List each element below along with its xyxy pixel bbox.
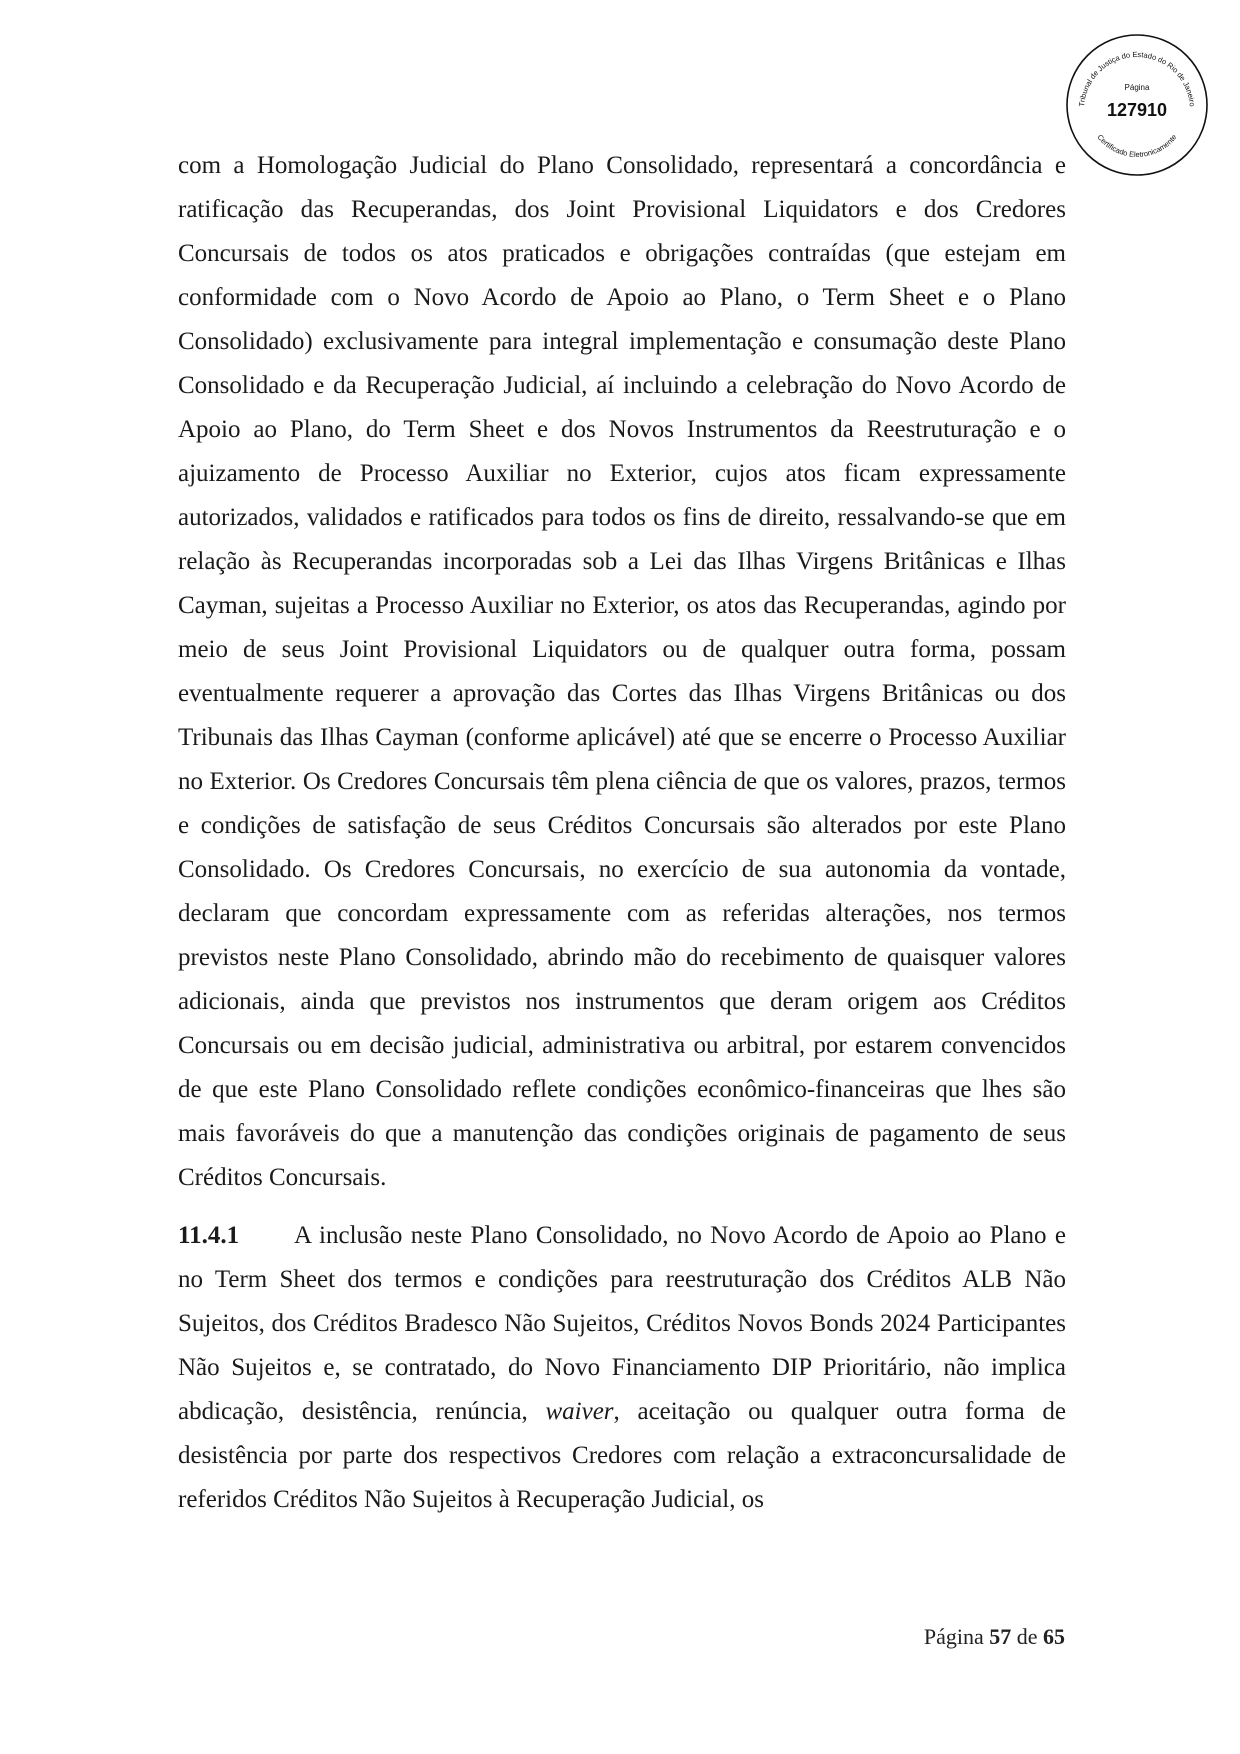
footer-current-page: 57 — [989, 1624, 1012, 1649]
clause-number: 11.4.1 — [178, 1222, 240, 1249]
stamp-page-label: Página — [1124, 83, 1150, 92]
stamp-arc-bottom-text: Certificado Eletronicamente — [1095, 132, 1179, 159]
stamp-arc-top-text: Tribunal de Justiça do Estado do Rio de Janeiro — [1077, 49, 1197, 107]
clause-11-4-1-paragraph — [178, 1214, 1066, 1522]
clause-text-part-1: A inclusão neste Plano Consolidado, no Novo Acordo de Apoio ao Plano e no Term Sheet dos termos e condições para reestruturação dos Créditos ALB Não Sujeitos, dos Créditos Bradesco Não Sujeitos, Créditos Novos Bonds 2024 Participantes Não Sujeitos e, se contratado, do Novo Financiamento DIP Prioritário, não implica abdicação, desistência, renúncia, — [178, 1222, 1066, 1425]
page-footer — [924, 1624, 1065, 1650]
stamp-page-number: 127910 — [1106, 100, 1168, 120]
footer-separator: de — [1016, 1624, 1038, 1649]
document-body — [178, 144, 1066, 1522]
footer-total-pages: 65 — [1043, 1624, 1065, 1649]
clause-italic-term: waiver — [545, 1398, 614, 1425]
clause-text-part-2: , aceitação ou qualquer outra forma de desistência por parte dos respectivos Credores com relação a extraconcursalidade de referidos Créditos Não Sujeitos à Recuperação Judicial, os — [178, 1398, 1066, 1513]
footer-prefix: Página — [923, 1624, 984, 1649]
court-seal-stamp — [1064, 32, 1210, 178]
body-paragraph: com a Homologação Judicial do Plano Consolidado, representará a concordância e ratificação das Recuperandas, dos Joint Provisional Liquidators e dos Credores Concursais de todos os atos praticados e obrigações contraídas (que estejam em conformidade com o Novo Acordo de Apoio ao Plano, o Term Sheet e o Plano Consolidado) exclusivamente para integral implementação e consumação deste Plano Consolidado e da Recuperação Judicial, aí incluindo a celebração do Novo Acordo de Apoio ao Plano, do Term Sheet e dos Novos Instrumentos da Reestruturação e o ajuizamento de Processo Auxiliar no Exterior, cujos atos ficam expressamente autorizados, validados e ratificados para todos os fins de direito, ressalvando-se que em relação às Recuperandas incorporadas sob a Lei das Ilhas Virgens Britânicas e Ilhas Cayman, sujeitas a Processo Auxiliar no Exterior, os atos das Recuperandas, agindo por meio de seus Joint Provisional Liquidators ou de qualquer outra forma, possam eventualmente requerer a aprovação das Cortes das Ilhas Virgens Britânicas ou dos Tribunais das Ilhas Cayman (conforme aplicável) até que se encerre o Processo Auxiliar no Exterior. Os Credores Concursais têm plena ciência de que os valores, prazos, termos e condições de satisfação de seus Créditos Concursais são alterados por este Plano Consolidado. Os Credores Concursais, no exercício de sua autonomia da vontade, declaram que concordam expressamente com as referidas alterações, nos termos previstos neste Plano Consolidado, abrindo mão do recebimento de quaisquer valores adicionais, ainda que previstos nos instrumentos que deram origem aos Créditos Concursais ou em decisão judicial, administrativa ou arbitral, por estarem convencidos de que este Plano Consolidado reflete condições econômico-financeiras que lhes são mais favoráveis do que a manutenção das condições originais de pagamento de seus Créditos Concursais. — [178, 152, 1066, 1191]
